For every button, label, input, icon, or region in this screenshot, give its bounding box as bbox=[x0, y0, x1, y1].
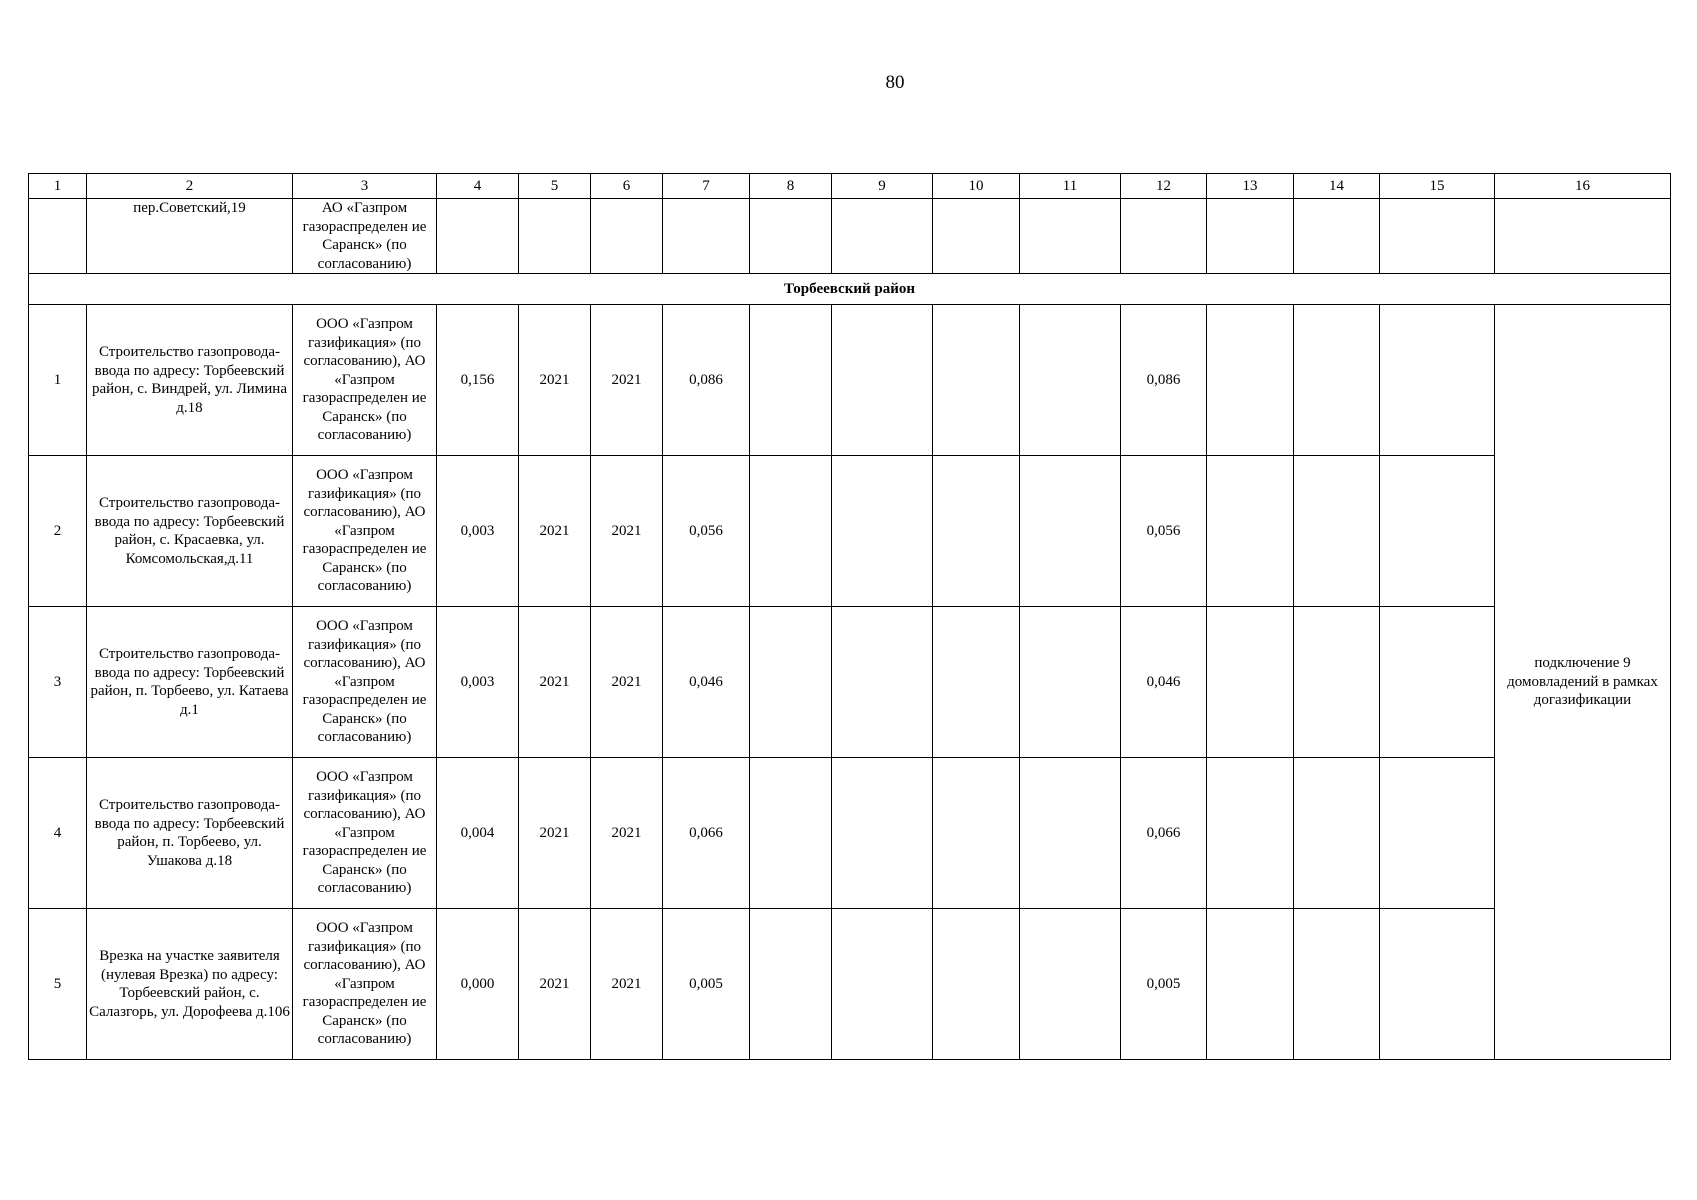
responsible-organization: ООО «Газпром газификация» (по согласованию), АО «Газпром газораспределен ие Саранск» (по согласованию) bbox=[293, 758, 437, 909]
cell-empty bbox=[1495, 199, 1671, 274]
cell-empty bbox=[1207, 305, 1294, 456]
continuation-organization: АО «Газпром газораспределен ие Саранск» (по согласованию) bbox=[293, 199, 437, 274]
cell-col7: 0,046 bbox=[663, 607, 750, 758]
responsible-organization: ООО «Газпром газификация» (по согласованию), АО «Газпром газораспределен ие Саранск» (по согласованию) bbox=[293, 305, 437, 456]
section-title: Торбеевский район bbox=[29, 274, 1671, 305]
column-number: 1 bbox=[29, 174, 87, 199]
continuation-row bbox=[29, 199, 1671, 274]
cell-col4: 0,000 bbox=[437, 909, 519, 1060]
cell-empty bbox=[519, 199, 591, 274]
cell-empty bbox=[933, 758, 1020, 909]
cell-col5: 2021 bbox=[519, 909, 591, 1060]
cell-col4: 0,003 bbox=[437, 456, 519, 607]
cell-empty bbox=[1380, 758, 1495, 909]
cell-empty bbox=[1294, 607, 1380, 758]
column-number: 11 bbox=[1020, 174, 1121, 199]
cell-col12: 0,005 bbox=[1121, 909, 1207, 1060]
table-row bbox=[29, 909, 1671, 1060]
column-number: 3 bbox=[293, 174, 437, 199]
continuation-address: пер.Советский,19 bbox=[87, 199, 293, 274]
cell-empty bbox=[832, 456, 933, 607]
cell-col6: 2021 bbox=[591, 456, 663, 607]
cell-empty bbox=[750, 758, 832, 909]
cell-col5: 2021 bbox=[519, 607, 591, 758]
cell-col7: 0,005 bbox=[663, 909, 750, 1060]
cell-col6: 2021 bbox=[591, 909, 663, 1060]
cell-empty bbox=[1121, 199, 1207, 274]
cell-empty bbox=[750, 909, 832, 1060]
cell-empty bbox=[933, 909, 1020, 1060]
cell-empty bbox=[750, 607, 832, 758]
cell-col4: 0,156 bbox=[437, 305, 519, 456]
cell-col12: 0,086 bbox=[1121, 305, 1207, 456]
table-row bbox=[29, 305, 1671, 456]
row-number: 4 bbox=[29, 758, 87, 909]
cell-empty bbox=[933, 305, 1020, 456]
cell-empty bbox=[1380, 456, 1495, 607]
cell-col7: 0,066 bbox=[663, 758, 750, 909]
column-number: 15 bbox=[1380, 174, 1495, 199]
column-number: 13 bbox=[1207, 174, 1294, 199]
cell-empty bbox=[1294, 456, 1380, 607]
cell-col5: 2021 bbox=[519, 305, 591, 456]
cell-empty bbox=[1207, 607, 1294, 758]
cell-col5: 2021 bbox=[519, 456, 591, 607]
cell-empty bbox=[1380, 305, 1495, 456]
cell-col5: 2021 bbox=[519, 758, 591, 909]
cell-col6: 2021 bbox=[591, 758, 663, 909]
cell-empty bbox=[750, 456, 832, 607]
row-number: 2 bbox=[29, 456, 87, 607]
cell-empty bbox=[1207, 456, 1294, 607]
cell-col12: 0,056 bbox=[1121, 456, 1207, 607]
responsible-organization: ООО «Газпром газификация» (по согласованию), АО «Газпром газораспределен ие Саранск» (по согласованию) bbox=[293, 607, 437, 758]
column-number-row bbox=[29, 174, 1671, 199]
cell-empty bbox=[832, 607, 933, 758]
note-cell: подключение 9 домовладений в рамках догазификации bbox=[1495, 305, 1671, 1060]
column-number: 6 bbox=[591, 174, 663, 199]
cell-empty bbox=[933, 607, 1020, 758]
cell-col12: 0,066 bbox=[1121, 758, 1207, 909]
cell-empty bbox=[1020, 758, 1121, 909]
cell-empty bbox=[1020, 456, 1121, 607]
table-row bbox=[29, 456, 1671, 607]
cell-empty bbox=[832, 758, 933, 909]
cell-empty bbox=[933, 456, 1020, 607]
object-name: Врезка на участке заявителя (нулевая Врезка) по адресу: Торбеевский район, с. Салазгорь, ул. Дорофеева д.106 bbox=[87, 909, 293, 1060]
cell-empty bbox=[1380, 607, 1495, 758]
cell-empty bbox=[832, 909, 933, 1060]
cell-empty bbox=[1380, 199, 1495, 274]
cell-col7: 0,086 bbox=[663, 305, 750, 456]
row-number: 5 bbox=[29, 909, 87, 1060]
column-number: 16 bbox=[1495, 174, 1671, 199]
cell-empty bbox=[1294, 758, 1380, 909]
table-row bbox=[29, 758, 1671, 909]
object-name: Строительство газопровода-ввода по адресу: Торбеевский район, п. Торбеево, ул. Ушакова д.18 bbox=[87, 758, 293, 909]
column-number: 8 bbox=[750, 174, 832, 199]
cell-empty bbox=[750, 199, 832, 274]
table-row bbox=[29, 607, 1671, 758]
cell-col6: 2021 bbox=[591, 607, 663, 758]
column-number: 4 bbox=[437, 174, 519, 199]
object-name: Строительство газопровода-ввода по адресу: Торбеевский район, с. Красаевка, ул. Комсомольская,д.11 bbox=[87, 456, 293, 607]
section-row bbox=[29, 274, 1671, 305]
cell-col6: 2021 bbox=[591, 305, 663, 456]
cell-empty bbox=[1207, 758, 1294, 909]
cell-empty bbox=[591, 199, 663, 274]
responsible-organization: ООО «Газпром газификация» (по согласованию), АО «Газпром газораспределен ие Саранск» (по согласованию) bbox=[293, 909, 437, 1060]
cell-empty bbox=[750, 305, 832, 456]
cell-empty bbox=[1020, 909, 1121, 1060]
cell-empty bbox=[933, 199, 1020, 274]
gasification-table bbox=[28, 173, 1671, 1060]
cell-col7: 0,056 bbox=[663, 456, 750, 607]
cell-empty bbox=[437, 199, 519, 274]
cell-empty bbox=[832, 305, 933, 456]
cell-empty bbox=[1294, 305, 1380, 456]
responsible-organization: ООО «Газпром газификация» (по согласованию), АО «Газпром газораспределен ие Саранск» (по согласованию) bbox=[293, 456, 437, 607]
page-number: 80 bbox=[885, 72, 905, 93]
object-name: Строительство газопровода-ввода по адресу: Торбеевский район, с. Виндрей, ул. Лимина д.18 bbox=[87, 305, 293, 456]
cell-empty bbox=[1380, 909, 1495, 1060]
object-name: Строительство газопровода-ввода по адресу: Торбеевский район, п. Торбеево, ул. Катаева д.1 bbox=[87, 607, 293, 758]
column-number: 2 bbox=[87, 174, 293, 199]
column-number: 12 bbox=[1121, 174, 1207, 199]
cell-empty bbox=[1207, 199, 1294, 274]
column-number: 14 bbox=[1294, 174, 1380, 199]
row-number: 1 bbox=[29, 305, 87, 456]
cell-empty bbox=[1207, 909, 1294, 1060]
cell-col4: 0,004 bbox=[437, 758, 519, 909]
cell-empty bbox=[1020, 607, 1121, 758]
row-number: 3 bbox=[29, 607, 87, 758]
cell-col12: 0,046 bbox=[1121, 607, 1207, 758]
cell-empty bbox=[1294, 909, 1380, 1060]
cell-empty bbox=[29, 199, 87, 274]
column-number: 5 bbox=[519, 174, 591, 199]
cell-empty bbox=[1020, 305, 1121, 456]
column-number: 7 bbox=[663, 174, 750, 199]
cell-empty bbox=[1020, 199, 1121, 274]
cell-empty bbox=[1294, 199, 1380, 274]
column-number: 9 bbox=[832, 174, 933, 199]
cell-empty bbox=[663, 199, 750, 274]
cell-empty bbox=[832, 199, 933, 274]
column-number: 10 bbox=[933, 174, 1020, 199]
cell-col4: 0,003 bbox=[437, 607, 519, 758]
